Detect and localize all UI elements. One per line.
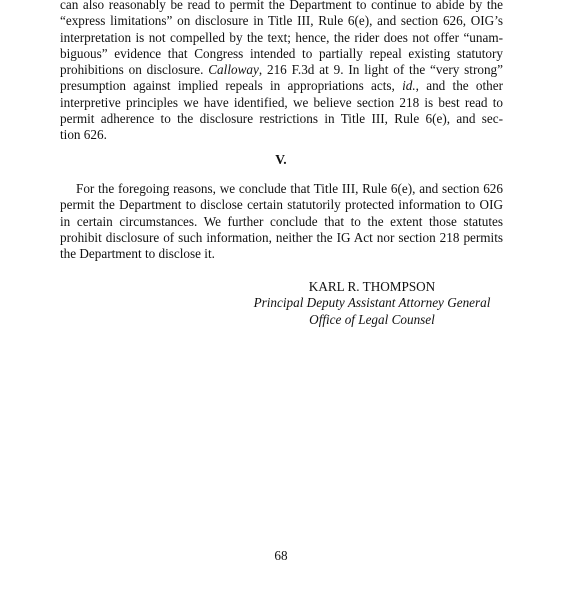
- text-line: in certain circumstances. We further conclude that to the extent those statutes: [60, 213, 503, 229]
- text-line: [60, 78, 503, 94]
- text-line: [60, 127, 503, 143]
- text-line: the Department to disclose it.: [60, 246, 215, 262]
- signatory-office: Office of Legal Counsel: [309, 312, 435, 327]
- text-segment: “express limitations” on disclosure in Title III, Rule 6(e), and section 626, OIG’s: [60, 13, 503, 29]
- paragraph-conclusion-of-analysis: [60, 0, 503, 144]
- text-segment: tion 626.: [60, 127, 107, 143]
- text-line: permit the Department to disclose certain statutorily protected information to OIG: [60, 197, 503, 213]
- citation-id-italic: id.: [402, 78, 416, 94]
- text-line: For the foregoing reasons, we conclude that Title III, Rule 6(e), and section 626: [76, 181, 503, 196]
- text-line: [60, 95, 503, 111]
- page-number: 68: [274, 548, 288, 563]
- text-line: [60, 30, 503, 46]
- text-segment: presumption against implied repeals in appropriations acts,: [60, 78, 403, 94]
- section-heading: V.: [275, 152, 287, 167]
- text-segment: interpretive principles we have identified, we believe section 218 is best read to: [60, 94, 503, 110]
- signatory-name: KARL R. THOMPSON: [308, 279, 436, 294]
- text-segment: , 216 F.3d at 9. In light of the “very strong”: [258, 62, 503, 78]
- text-line: [60, 46, 503, 62]
- text-line: [60, 111, 503, 127]
- text-segment: , and the other: [415, 78, 504, 94]
- text-segment: can also reasonably be read to permit the Department to continue to abide by the: [60, 0, 503, 12]
- text-line: prohibit disclosure of such information, neither the IG Act nor section 218 permits: [60, 229, 503, 245]
- text-line: [60, 13, 503, 29]
- text-line: [60, 62, 503, 78]
- text-segment: biguous” evidence that Congress intended to partially repeal existing statutory: [60, 45, 503, 61]
- case-citation-italic: Calloway: [208, 62, 259, 78]
- text-segment: permit adherence to the disclosure restrictions in Title III, Rule 6(e), and sec-: [60, 111, 503, 127]
- signatory-title: Principal Deputy Assistant Attorney General: [253, 295, 491, 310]
- paragraph-final-conclusion: [60, 181, 503, 262]
- text-segment: prohibitions on disclosure.: [60, 62, 209, 78]
- text-segment: interpretation is not compelled by the text; hence, the rider does not offer “unam-: [60, 29, 503, 45]
- text-line: [60, 0, 503, 13]
